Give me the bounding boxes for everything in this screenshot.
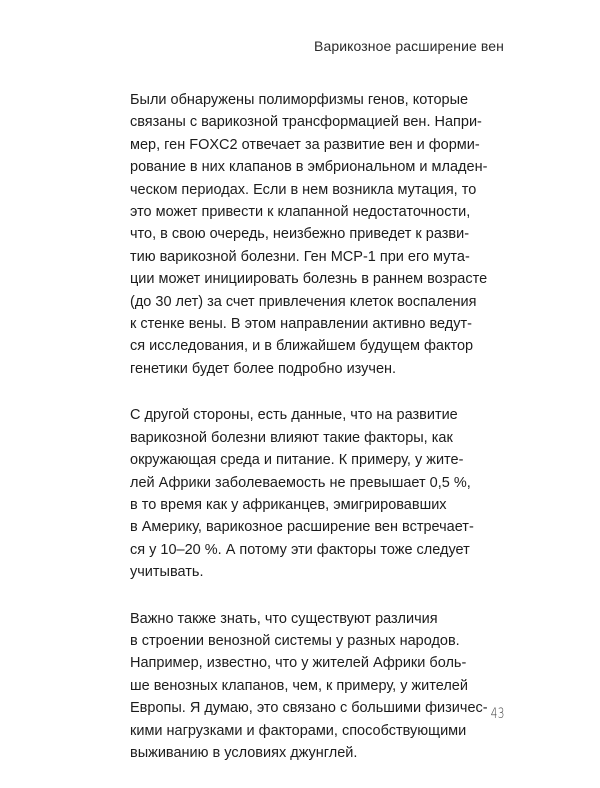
paragraph-genetics: [130, 89, 488, 380]
text-line: ции может инициировать болезнь в раннем возрасте: [130, 271, 488, 288]
text-line: что, в свою очередь, неизбежно приведет к разви-: [130, 226, 470, 243]
paragraph-environment: [130, 404, 475, 583]
text-line: варикозной болезни влияют такие факторы, как: [130, 429, 453, 446]
text-line: это может привести к клапанной недостаточности,: [130, 204, 471, 221]
text-line: учитывать.: [130, 564, 204, 581]
text-line: тию варикозной болезни. Ген MCP-1 при его мута-: [130, 248, 470, 265]
text-line: мер, ген FOXC2 отвечает за развитие вен и форми-: [130, 136, 480, 153]
text-line: в строении венозной системы у разных народов.: [130, 632, 460, 649]
text-line: Были обнаружены полиморфизмы генов, которые: [130, 92, 469, 108]
text-line: выживанию в условиях джунглей.: [130, 744, 358, 761]
text-line: связаны с варикозной трансформацией вен. Напри-: [130, 114, 482, 131]
text-line: Европы. Я думаю, это связано с большими физичес-: [130, 700, 488, 717]
text-line: в Америку, варикозное расширение вен встречает-: [130, 519, 474, 536]
body-text: [130, 89, 488, 788]
text-line: ческом периодах. Если в нем возникла мутация, то: [130, 181, 477, 198]
text-line: Важно также знать, что существуют различия: [130, 610, 438, 627]
text-line: в то время как у африканцев, эмигрировавших: [130, 496, 447, 513]
text-line: рование в них клапанов в эмбриональном и младен-: [130, 159, 488, 176]
running-header: Варикозное расширение вен: [314, 38, 504, 54]
text-line: генетики будет более подробно изучен.: [130, 360, 397, 377]
text-line: кими нагрузками и факторами, способствующими: [130, 722, 467, 739]
text-line: (до 30 лет) за счет привлечения клеток воспаления: [130, 293, 477, 310]
text-line: лей Африки заболеваемость не превышает 0,5 %,: [130, 474, 471, 491]
paragraph-ethnic-differences: [130, 608, 488, 765]
text-line: ся у 10–20 %. А потому эти факторы тоже следует: [130, 541, 470, 558]
text-line: к стенке вены. В этом направлении активно ведут-: [130, 316, 472, 333]
page-number: 43: [490, 706, 505, 722]
text-line: Например, известно, что у жителей Африки боль-: [130, 655, 467, 672]
text-line: окружающая среда и питание. К примеру, у жите-: [130, 452, 464, 469]
text-line: С другой стороны, есть данные, что на развитие: [130, 407, 458, 424]
text-line: ся исследования, и в ближайшем будущем фактор: [130, 338, 474, 355]
text-line: ше венозных клапанов, чем, к примеру, у жителей: [130, 677, 468, 694]
